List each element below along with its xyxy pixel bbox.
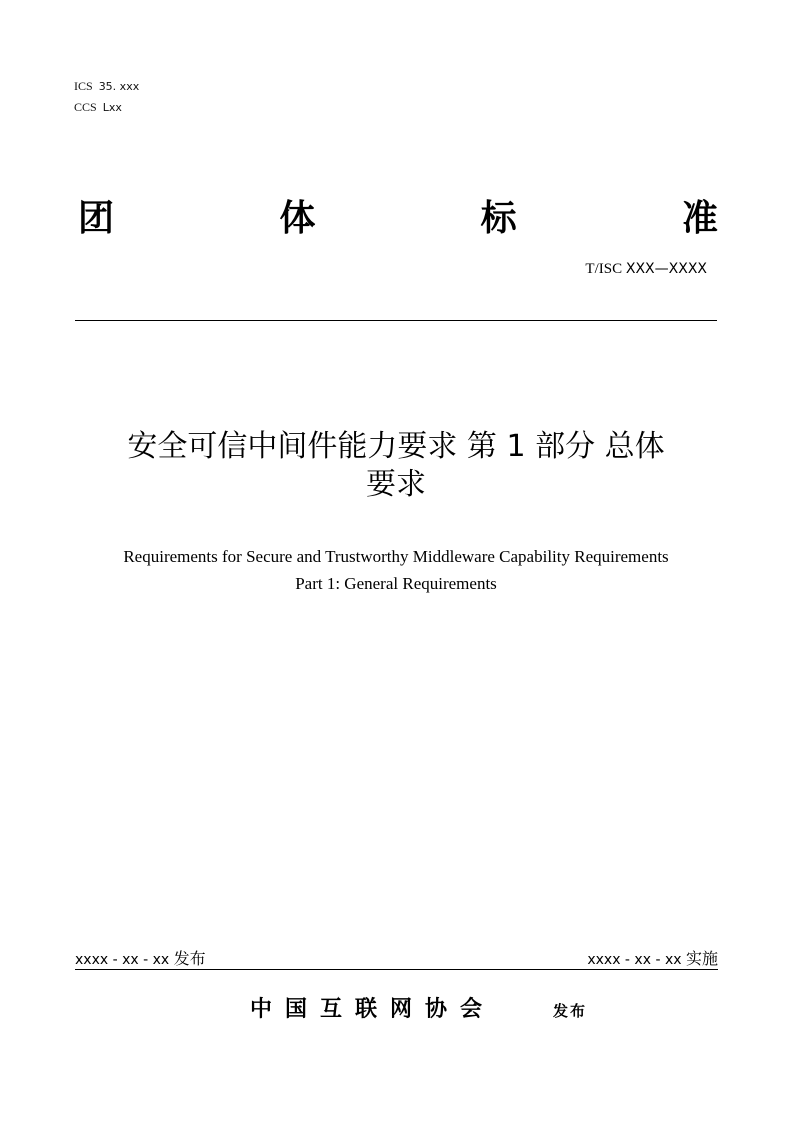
doc-kind-char: 标 <box>480 197 517 239</box>
ccs-label: CCS <box>74 100 97 114</box>
doc-kind-char: 准 <box>681 197 718 239</box>
english-title-line-2: Part 1: General Requirements <box>295 574 497 593</box>
date-row <box>75 950 718 969</box>
ics-line <box>74 79 139 94</box>
doc-kind-char: 体 <box>279 197 316 239</box>
doc-kind-char: 团 <box>78 197 115 239</box>
ics-label: ICS <box>74 79 93 93</box>
standard-code: XXX—XXXX <box>625 261 707 277</box>
release-date-block <box>75 950 206 969</box>
ics-code: 35. xxx <box>98 80 140 93</box>
release-date: xxxx - xx - xx <box>75 952 170 968</box>
footer-divider <box>75 969 718 970</box>
release-label: 发布 <box>173 949 206 968</box>
standard-number <box>585 261 707 278</box>
chinese-title-line-2: 要求 <box>366 467 426 502</box>
ccs-line <box>74 100 122 115</box>
chinese-title-line-1: 安全可信中间件能力要求 第 1 部分 总体 <box>127 429 665 464</box>
header-divider <box>75 320 717 321</box>
publish-label: 发布 <box>553 1002 588 1020</box>
chinese-title <box>70 428 722 504</box>
implement-date-block <box>587 950 718 969</box>
standard-prefix: T/ISC <box>585 261 626 277</box>
implement-date: xxxx - xx - xx <box>587 952 682 968</box>
english-title-line-1: Requirements for Secure and Trustworthy Middleware Capability Requirements <box>123 547 669 566</box>
english-title <box>70 543 722 597</box>
document-kind-heading <box>78 196 718 240</box>
publisher-name: 中国互联网协会 <box>250 997 496 1022</box>
implement-label: 实施 <box>685 949 718 968</box>
ccs-code: Lxx <box>102 101 122 114</box>
